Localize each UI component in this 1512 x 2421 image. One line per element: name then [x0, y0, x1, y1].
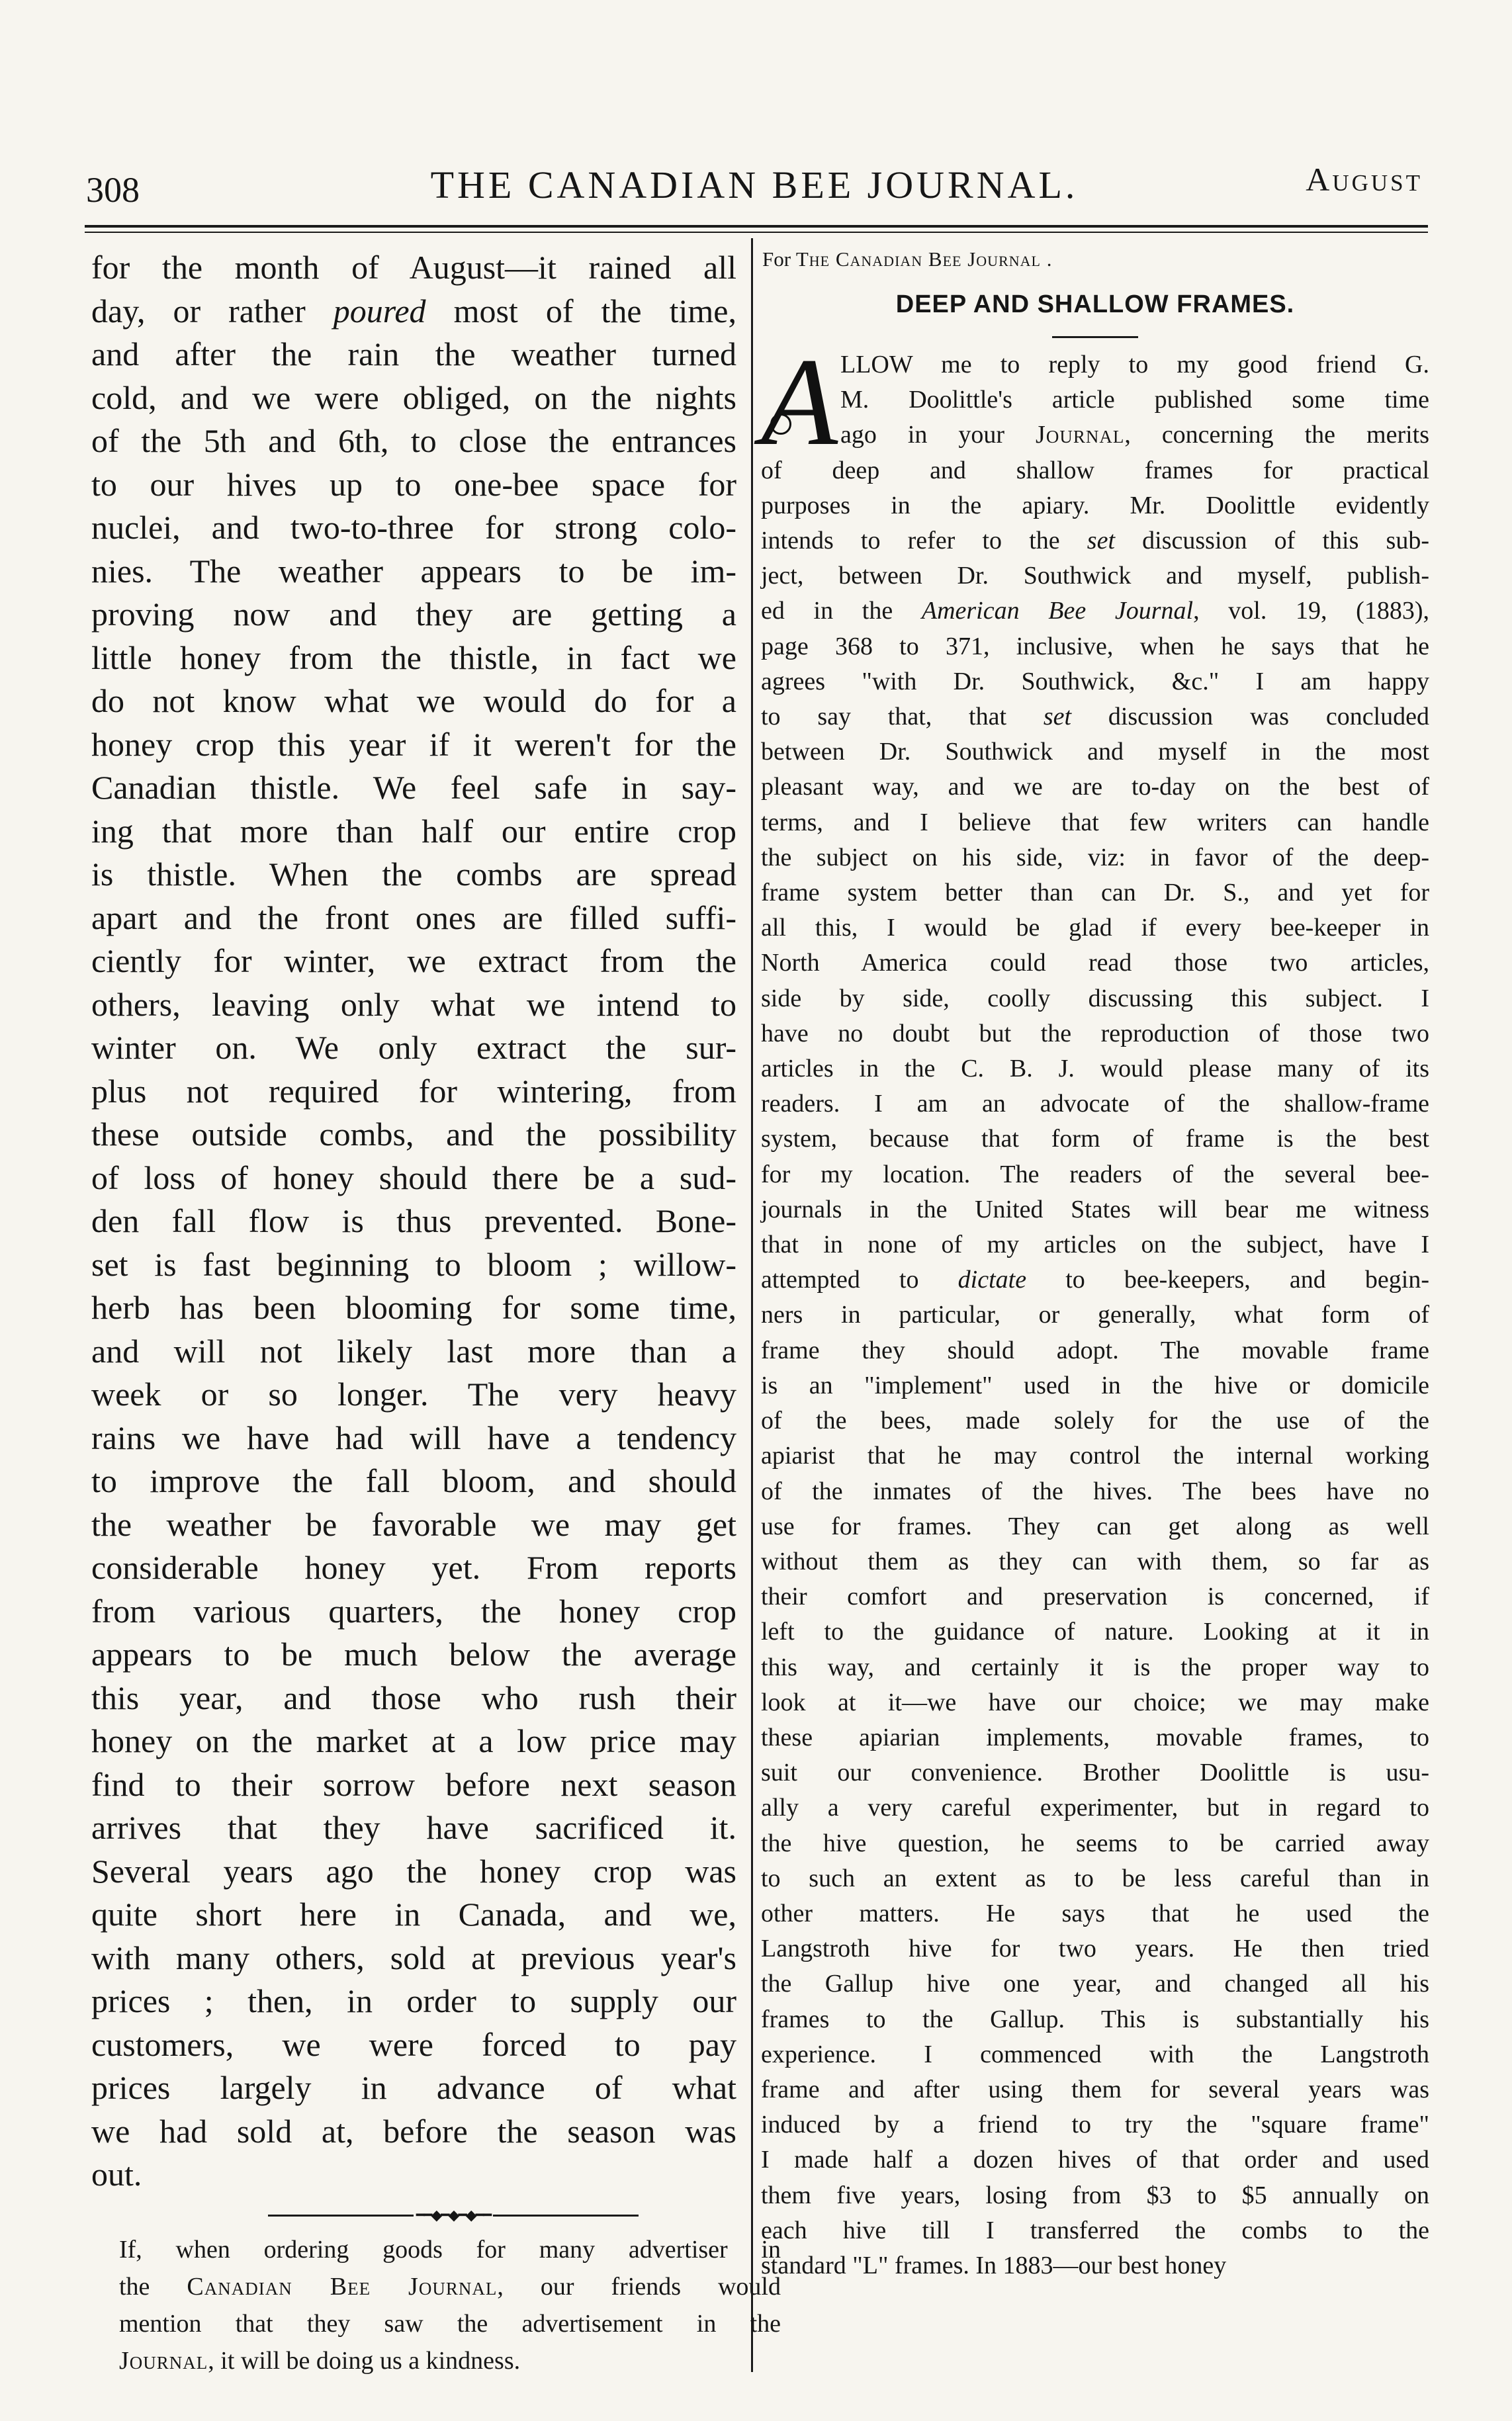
article-line: all this, I would be glad if every bee-keeper in: [761, 914, 1429, 942]
article-line: these apiarian implements, movable frames, to: [761, 1723, 1429, 1751]
left-column-line: prices largely in advance of what: [91, 2069, 736, 2106]
left-column-line: cold, and we were obliged, on the nights: [91, 378, 736, 416]
page-number: 308: [86, 170, 140, 210]
left-column-line: find to their sorrow before next season: [91, 1765, 736, 1803]
article-line: ed in the American Bee Journal, vol. 19, (1883),: [761, 597, 1429, 625]
article-line: to say that, that set discussion was concluded: [761, 703, 1429, 731]
article-line: frame and after using them for several years was: [761, 2075, 1429, 2103]
article-line: LLOW me to reply to my good friend G.: [840, 351, 1429, 378]
left-column-line: of the 5th and 6th, to close the entrances: [91, 422, 736, 459]
article-line: them five years, losing from $3 to $5 annually on: [761, 2181, 1429, 2209]
footnote-line: mention that they saw the advertisement in the: [119, 2310, 781, 2338]
left-column-line: out.: [91, 2156, 142, 2193]
article-line: journals in the United States will bear me witness: [761, 1195, 1429, 1223]
column-divider: [751, 238, 753, 2372]
article-line: the Gallup hive one year, and changed all his: [761, 1970, 1429, 1998]
left-column-line: of loss of honey should there be a sud-: [91, 1159, 736, 1196]
left-column-line: ciently for winter, we extract from the: [91, 942, 736, 979]
article-line: standard "L" frames. In 1883—our best honey: [761, 2251, 1227, 2279]
article-line: to such an extent as to be less careful than in: [761, 1864, 1429, 1892]
left-column-line: arrives that they have sacrificed it.: [91, 1809, 736, 1846]
article-line: have no doubt but the reproduction of those two: [761, 1019, 1429, 1047]
left-column-line: day, or rather poured most of the time,: [91, 292, 736, 330]
left-column-line: honey crop this year if it weren't for the: [91, 725, 736, 763]
divider-ornament: ━━◆━◆━◆━━: [414, 2209, 493, 2222]
left-column-line: others, leaving only what we intend to: [91, 985, 736, 1023]
left-column-line: appears to be much below the average: [91, 1636, 736, 1673]
left-column-line: den fall flow is thus prevented. Bone-: [91, 1202, 736, 1239]
article-line: system, because that form of frame is the best: [761, 1125, 1429, 1153]
advertiser-footnote: [119, 2231, 781, 2379]
footnote-line: Journal, it will be doing us a kindness.: [119, 2347, 521, 2375]
article-line: the hive question, he seems to be carried away: [761, 1829, 1429, 1857]
left-column-line: week or so longer. The very heavy: [91, 1376, 736, 1413]
ornamental-divider: [268, 2207, 639, 2223]
article-line: other matters. He says that he used the: [761, 1899, 1429, 1927]
article-line: articles in the C. B. J. would please many of its: [761, 1055, 1429, 1083]
left-column-line: for the month of August—it rained all: [91, 249, 736, 286]
left-column-line: set is fast beginning to bloom ; willow-: [91, 1245, 736, 1283]
left-column-line: with many others, sold at previous year's: [91, 1939, 736, 1976]
drop-cap-letter: A: [761, 333, 838, 472]
article-line: of the inmates of the hives. The bees have no: [761, 1477, 1429, 1505]
left-column-line: little honey from the thistle, in fact we: [91, 638, 736, 676]
left-column-line: proving now and they are getting a: [91, 595, 736, 633]
left-column-line: herb has been blooming for some time,: [91, 1289, 736, 1326]
left-column-line: and after the rain the weather turned: [91, 335, 736, 373]
article-line: ally a very careful experimenter, but in regard to: [761, 1794, 1429, 1822]
left-column-line: plus not required for wintering, from: [91, 1072, 736, 1110]
article-line: the subject on his side, viz: in favor of the deep-: [761, 843, 1429, 871]
issue-month: August: [1306, 161, 1423, 198]
left-column-line: Canadian thistle. We feel safe in say-: [91, 769, 736, 806]
left-column-line: rains we have had will have a tendency: [91, 1419, 736, 1456]
left-column-line: the weather be favorable we may get: [91, 1505, 736, 1543]
journal-title: THE CANADIAN BEE JOURNAL.: [430, 163, 1079, 206]
article-body: [761, 333, 1430, 2283]
left-column-line: winter on. We only extract the sur-: [91, 1029, 736, 1066]
left-column-line: prices ; then, in order to supply our: [91, 1982, 736, 2019]
left-column-line: to improve the fall bloom, and should: [91, 1462, 736, 1499]
footnote-line: the Canadian Bee Journal, our friends would: [119, 2273, 781, 2301]
page-header: [86, 157, 1423, 217]
article-line: experience. I commenced with the Langstroth: [761, 2040, 1429, 2068]
article-line: frame they should adopt. The movable frame: [761, 1336, 1429, 1364]
left-column-line: honey on the market at a low price may: [91, 1722, 736, 1759]
left-column-line: do not know what we would do for a: [91, 682, 736, 719]
title-rule: [1052, 336, 1138, 338]
article-line: that in none of my articles on the subject, have I: [761, 1231, 1429, 1259]
article-line: ago in your Journal, concerning the merits: [840, 421, 1429, 449]
article-line: page 368 to 371, inclusive, when he says that he: [761, 632, 1429, 660]
article-line: terms, and I believe that few writers can handle: [761, 808, 1429, 836]
article-line: this way, and certainly it is the proper way to: [761, 1653, 1429, 1681]
article-line: ners in particular, or generally, what form of: [761, 1301, 1429, 1329]
article-line: use for frames. They can get along as well: [761, 1512, 1429, 1540]
article-line: for my location. The readers of the several bee-: [761, 1160, 1429, 1188]
left-column-line: Several years ago the honey crop was: [91, 1852, 736, 1890]
article-title: DEEP AND SHALLOW FRAMES.: [895, 290, 1295, 318]
article-line: purposes in the apiary. Mr. Doolittle evidently: [761, 491, 1429, 519]
article-line: each hive till I transferred the combs to the: [761, 2216, 1429, 2244]
footnote-line: If, when ordering goods for many advertiser in: [119, 2236, 781, 2264]
article-line: side by side, coolly discussing this subject. I: [761, 984, 1429, 1012]
left-column-line: we had sold at, before the season was: [91, 2112, 736, 2150]
article-line: look at it—we have our choice; we may make: [761, 1688, 1429, 1716]
left-column-line: considerable honey yet. From reports: [91, 1549, 736, 1586]
article-line: their comfort and preservation is concerned, if: [761, 1583, 1429, 1611]
article-line: between Dr. Southwick and myself in the most: [761, 738, 1429, 766]
left-column-line: nuclei, and two-to-three for strong colo-: [91, 509, 736, 546]
article-line: M. Doolittle's article published some time: [840, 386, 1429, 414]
left-column-line: quite short here in Canada, and we,: [91, 1896, 736, 1933]
left-column-line: and will not likely last more than a: [91, 1332, 736, 1370]
article-line: pleasant way, and we are to-day on the best of: [761, 773, 1429, 801]
right-column-article: [761, 246, 1429, 2283]
article-line: agrees "with Dr. Southwick, &c." I am happy: [761, 667, 1429, 695]
article-line: is an "implement" used in the hive or domicile: [761, 1371, 1429, 1399]
article-line: Langstroth hive for two years. He then tried: [761, 1935, 1429, 1963]
article-line: ject, between Dr. Southwick and myself, publish-: [761, 562, 1429, 590]
article-line: without them as they can with them, so far as: [761, 1547, 1429, 1575]
article-line: suit our convenience. Brother Doolittle is usu-: [761, 1759, 1429, 1787]
article-line: attempted to dictate to bee-keepers, and begin-: [761, 1266, 1430, 1294]
left-column-line: apart and the front ones are filled suffi-: [91, 899, 736, 936]
article-line: apiarist that he may control the internal working: [761, 1442, 1429, 1470]
left-column-line: ing that more than half our entire crop: [91, 812, 736, 850]
left-column-line: is thistle. When the combs are spread: [91, 856, 736, 893]
article-line: readers. I am an advocate of the shallow-frame: [761, 1090, 1429, 1118]
left-column-line: nies. The weather appears to be im-: [91, 552, 736, 590]
left-column-text: [91, 246, 736, 2197]
article-line: frame system better than can Dr. S., and yet for: [761, 879, 1429, 907]
left-column-line: to our hives up to one-bee space for: [91, 465, 736, 503]
left-column-line: from various quarters, the honey crop: [91, 1592, 736, 1630]
article-line: induced by a friend to try the "square frame": [761, 2111, 1429, 2139]
article-line: intends to refer to the set discussion of this sub-: [761, 527, 1429, 555]
header-rule-thin: [85, 232, 1428, 233]
left-column-line: this year, and those who rush their: [91, 1679, 736, 1716]
article-line: of the bees, made solely for the use of the: [761, 1407, 1429, 1435]
article-byline: For The Canadian Bee Journal .: [762, 247, 1053, 271]
article-line: North America could read those two articles,: [761, 949, 1429, 977]
header-rule: [85, 225, 1428, 228]
drop-cap-ornament-icon: [770, 414, 791, 435]
article-line: of deep and shallow frames for practical: [761, 456, 1429, 484]
article-line: left to the guidance of nature. Looking at it in: [761, 1618, 1429, 1646]
left-column-line: customers, we were forced to pay: [91, 2025, 736, 2063]
article-line: I made half a dozen hives of that order and used: [761, 2146, 1429, 2174]
left-column-line: these outside combs, and the possibility: [91, 1116, 736, 1153]
article-line: frames to the Gallup. This is substantially his: [761, 2005, 1429, 2033]
